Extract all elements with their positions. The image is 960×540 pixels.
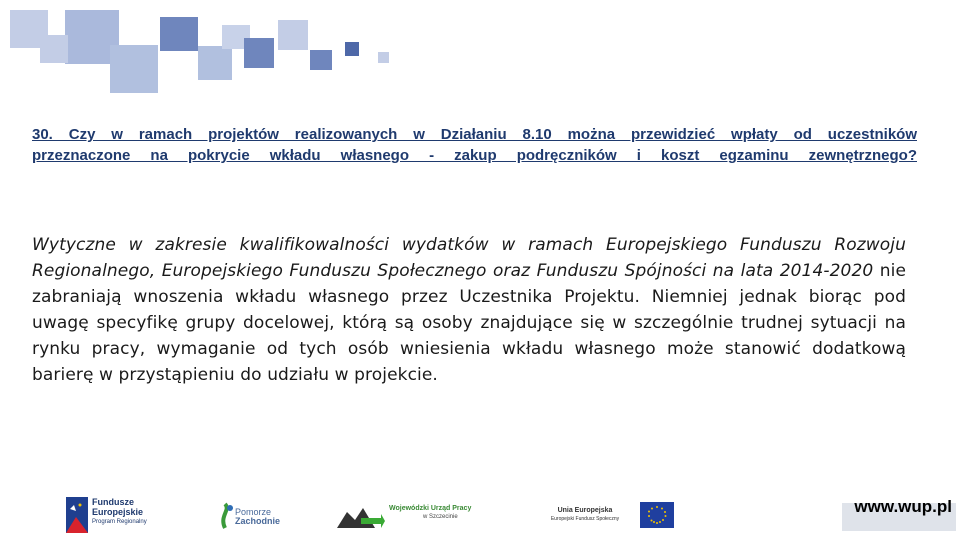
question-line-2: przeznaczone na pokrycie wkładu własnego - zakup podręczników i koszt egzaminu zewnętrznego? xyxy=(32,147,917,164)
ue-line-1: Unia Europejska xyxy=(557,507,613,514)
answer-italic-text: Wytyczne w zakresie kwalifikowalności wydatków w ramach Europejskiego Funduszu Rozwoju Regionalnego, Europejskiego Funduszu Społecznego oraz Funduszu Spójności na lata 2014-2020 xyxy=(32,235,906,281)
website-link[interactable]: www.wup.pl xyxy=(854,497,952,516)
deco-square xyxy=(160,17,198,51)
unia-europejska-logo xyxy=(540,500,680,536)
pomorze-zachodnie-logo xyxy=(215,500,285,536)
deco-square xyxy=(345,42,359,56)
answer-text: nie zabraniają wnoszenia wkładu własnego przez Uczestnika Projektu. Niemniej jednak biorąc pod uwagę specyfikę grupy docelowej, którą są osoby znajdujące się w szczególnie trudnej sytuacji na rynku pracy, wymaganie od tych osób wniesienia wkładu własnego może stanowić dodatkową barierę w przystąpieniu do udziału w projekcie. xyxy=(32,261,906,385)
deco-square xyxy=(110,45,158,93)
wup-line-1: Wojewódzki Urząd Pracy xyxy=(389,505,472,512)
deco-square xyxy=(198,46,232,80)
answer-paragraph xyxy=(32,232,906,388)
pz-line-1: Pomorze xyxy=(235,507,272,517)
ue-line-2: Europejski Fundusz Społeczny xyxy=(550,516,620,522)
wup-line-2: w Szczecinie xyxy=(423,514,458,520)
question-line-1: 30. Czy w ramach projektów realizowanych w Działaniu 8.10 można przewidzieć wpłaty od uczestników xyxy=(32,126,917,143)
pz-emblem-icon xyxy=(215,502,235,530)
fe-emblem-icon xyxy=(66,497,88,533)
deco-square xyxy=(244,38,274,68)
fe-line-1: Fundusze xyxy=(92,497,134,507)
footer-logos xyxy=(0,490,960,540)
fundusze-europejskie-logo xyxy=(66,495,166,537)
fe-line-3: Program Regionalny xyxy=(92,519,147,525)
deco-square xyxy=(40,35,68,63)
question-heading xyxy=(32,124,917,166)
wup-emblem-icon xyxy=(335,502,385,530)
wup-logo xyxy=(335,500,485,536)
fe-line-2: Europejskie xyxy=(92,507,144,517)
pz-line-2: Zachodnie xyxy=(235,516,281,526)
deco-square xyxy=(278,20,308,50)
eu-flag-icon xyxy=(640,502,674,528)
deco-square xyxy=(378,52,389,63)
deco-square xyxy=(310,50,332,70)
